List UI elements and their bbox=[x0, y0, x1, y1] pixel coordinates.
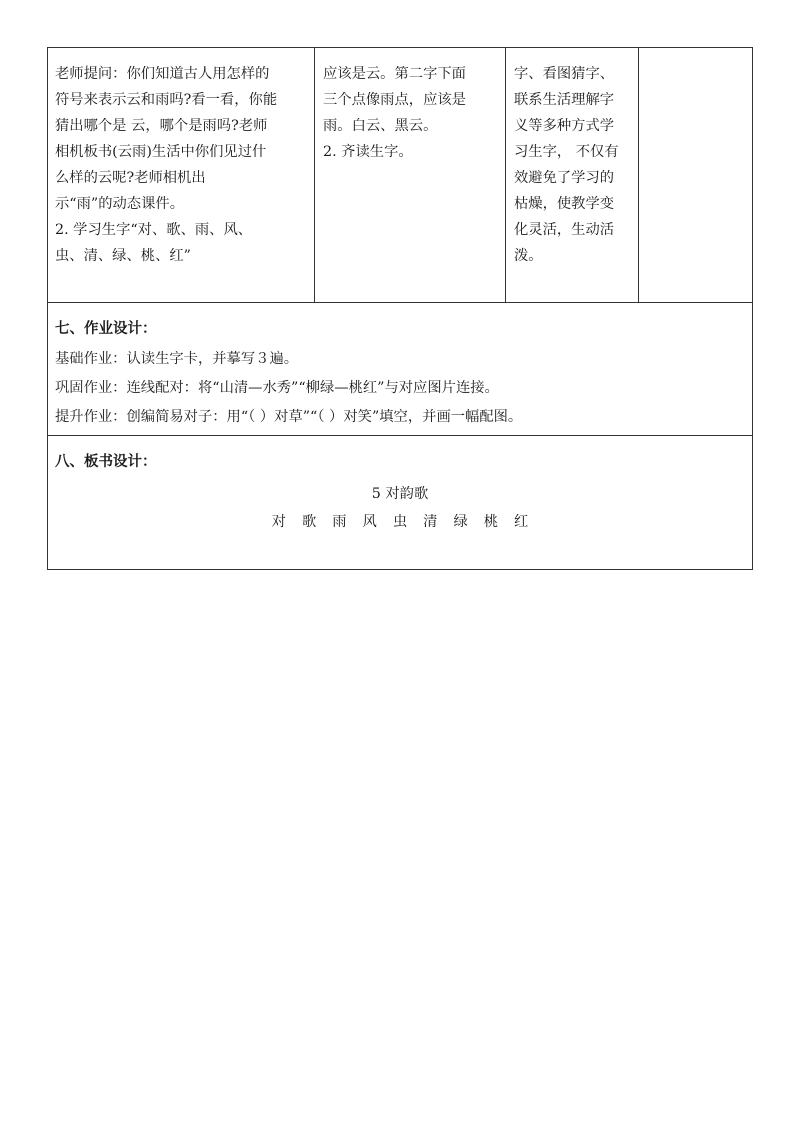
teacher-activity-text bbox=[55, 61, 310, 269]
design-intent-text bbox=[514, 61, 634, 269]
board-character: 雨 bbox=[332, 514, 347, 530]
text-line: 效避免了学习的 bbox=[514, 170, 615, 186]
board-character: 歌 bbox=[301, 514, 317, 530]
text-line: 枯燥，使教学变 bbox=[514, 196, 615, 212]
text-line: 符号来表示云和雨吗?看一看，你能 bbox=[55, 92, 278, 108]
blackboard-title: 八、板书设计： bbox=[55, 453, 157, 470]
student-activity-text bbox=[323, 61, 501, 165]
text-line: 泼。 bbox=[514, 248, 543, 264]
text-line: 习生字， 不仅有 bbox=[514, 144, 619, 160]
teaching-process-row bbox=[48, 48, 752, 303]
board-character: 绿 bbox=[453, 514, 468, 530]
text-line: 雨。白云、黑云。 bbox=[323, 118, 438, 134]
text-line: 三个点像雨点，应该是 bbox=[323, 92, 466, 108]
text-line: 化灵活，生动活 bbox=[514, 222, 615, 238]
lesson-plan-table bbox=[47, 47, 753, 570]
homework-consolidate: 巩固作业：连线配对：将“山清—水秀”“柳绿—桃红”与对应图片连接。 bbox=[55, 380, 499, 396]
homework-section bbox=[48, 303, 752, 436]
text-line: 字、看图猜字、 bbox=[514, 66, 615, 82]
board-character: 桃 bbox=[483, 514, 499, 530]
board-character: 虫 bbox=[392, 514, 408, 530]
text-line: 义等多种方式学 bbox=[514, 118, 615, 134]
text-line: 猜出哪个是 云，哪个是雨吗?老师 bbox=[55, 118, 268, 134]
lesson-title: 5 对韵歌 bbox=[371, 486, 429, 502]
design-intent-cell bbox=[506, 48, 639, 302]
text-line: 2. 齐读生字。 bbox=[323, 144, 413, 160]
text-line: 么样的云呢?老师相机出 bbox=[55, 170, 206, 186]
new-characters bbox=[48, 511, 752, 533]
board-character: 清 bbox=[423, 514, 438, 530]
board-character: 风 bbox=[362, 514, 377, 530]
text-line: 2. 学习生字“对、歌、雨、风、 bbox=[55, 222, 253, 238]
student-activity-cell bbox=[315, 48, 506, 302]
blackboard-section bbox=[48, 436, 752, 569]
text-line: 老师提问：你们知道古人用怎样的 bbox=[55, 66, 270, 82]
homework-title: 七、作业设计： bbox=[55, 320, 157, 337]
text-line: 联系生活理解字 bbox=[514, 92, 615, 108]
text-line: 应该是云。第二字下面 bbox=[323, 66, 466, 82]
homework-extend: 提升作业：创编简易对子：用“（ ）对草”“（ ）对笑”填空，并画一幅配图。 bbox=[55, 409, 523, 425]
text-line: 虫、清、绿、桃、红” bbox=[55, 248, 191, 264]
notes-cell bbox=[639, 48, 752, 302]
board-character: 对 bbox=[271, 514, 286, 530]
text-line: 相机板书(云雨)生活中你们见过什 bbox=[55, 144, 267, 160]
teacher-activity-cell bbox=[48, 48, 315, 302]
text-line: 示“雨”的动态课件。 bbox=[55, 196, 184, 212]
board-character: 红 bbox=[514, 514, 529, 530]
homework-basic: 基础作业：认读生字卡，并摹写３遍。 bbox=[55, 351, 299, 367]
